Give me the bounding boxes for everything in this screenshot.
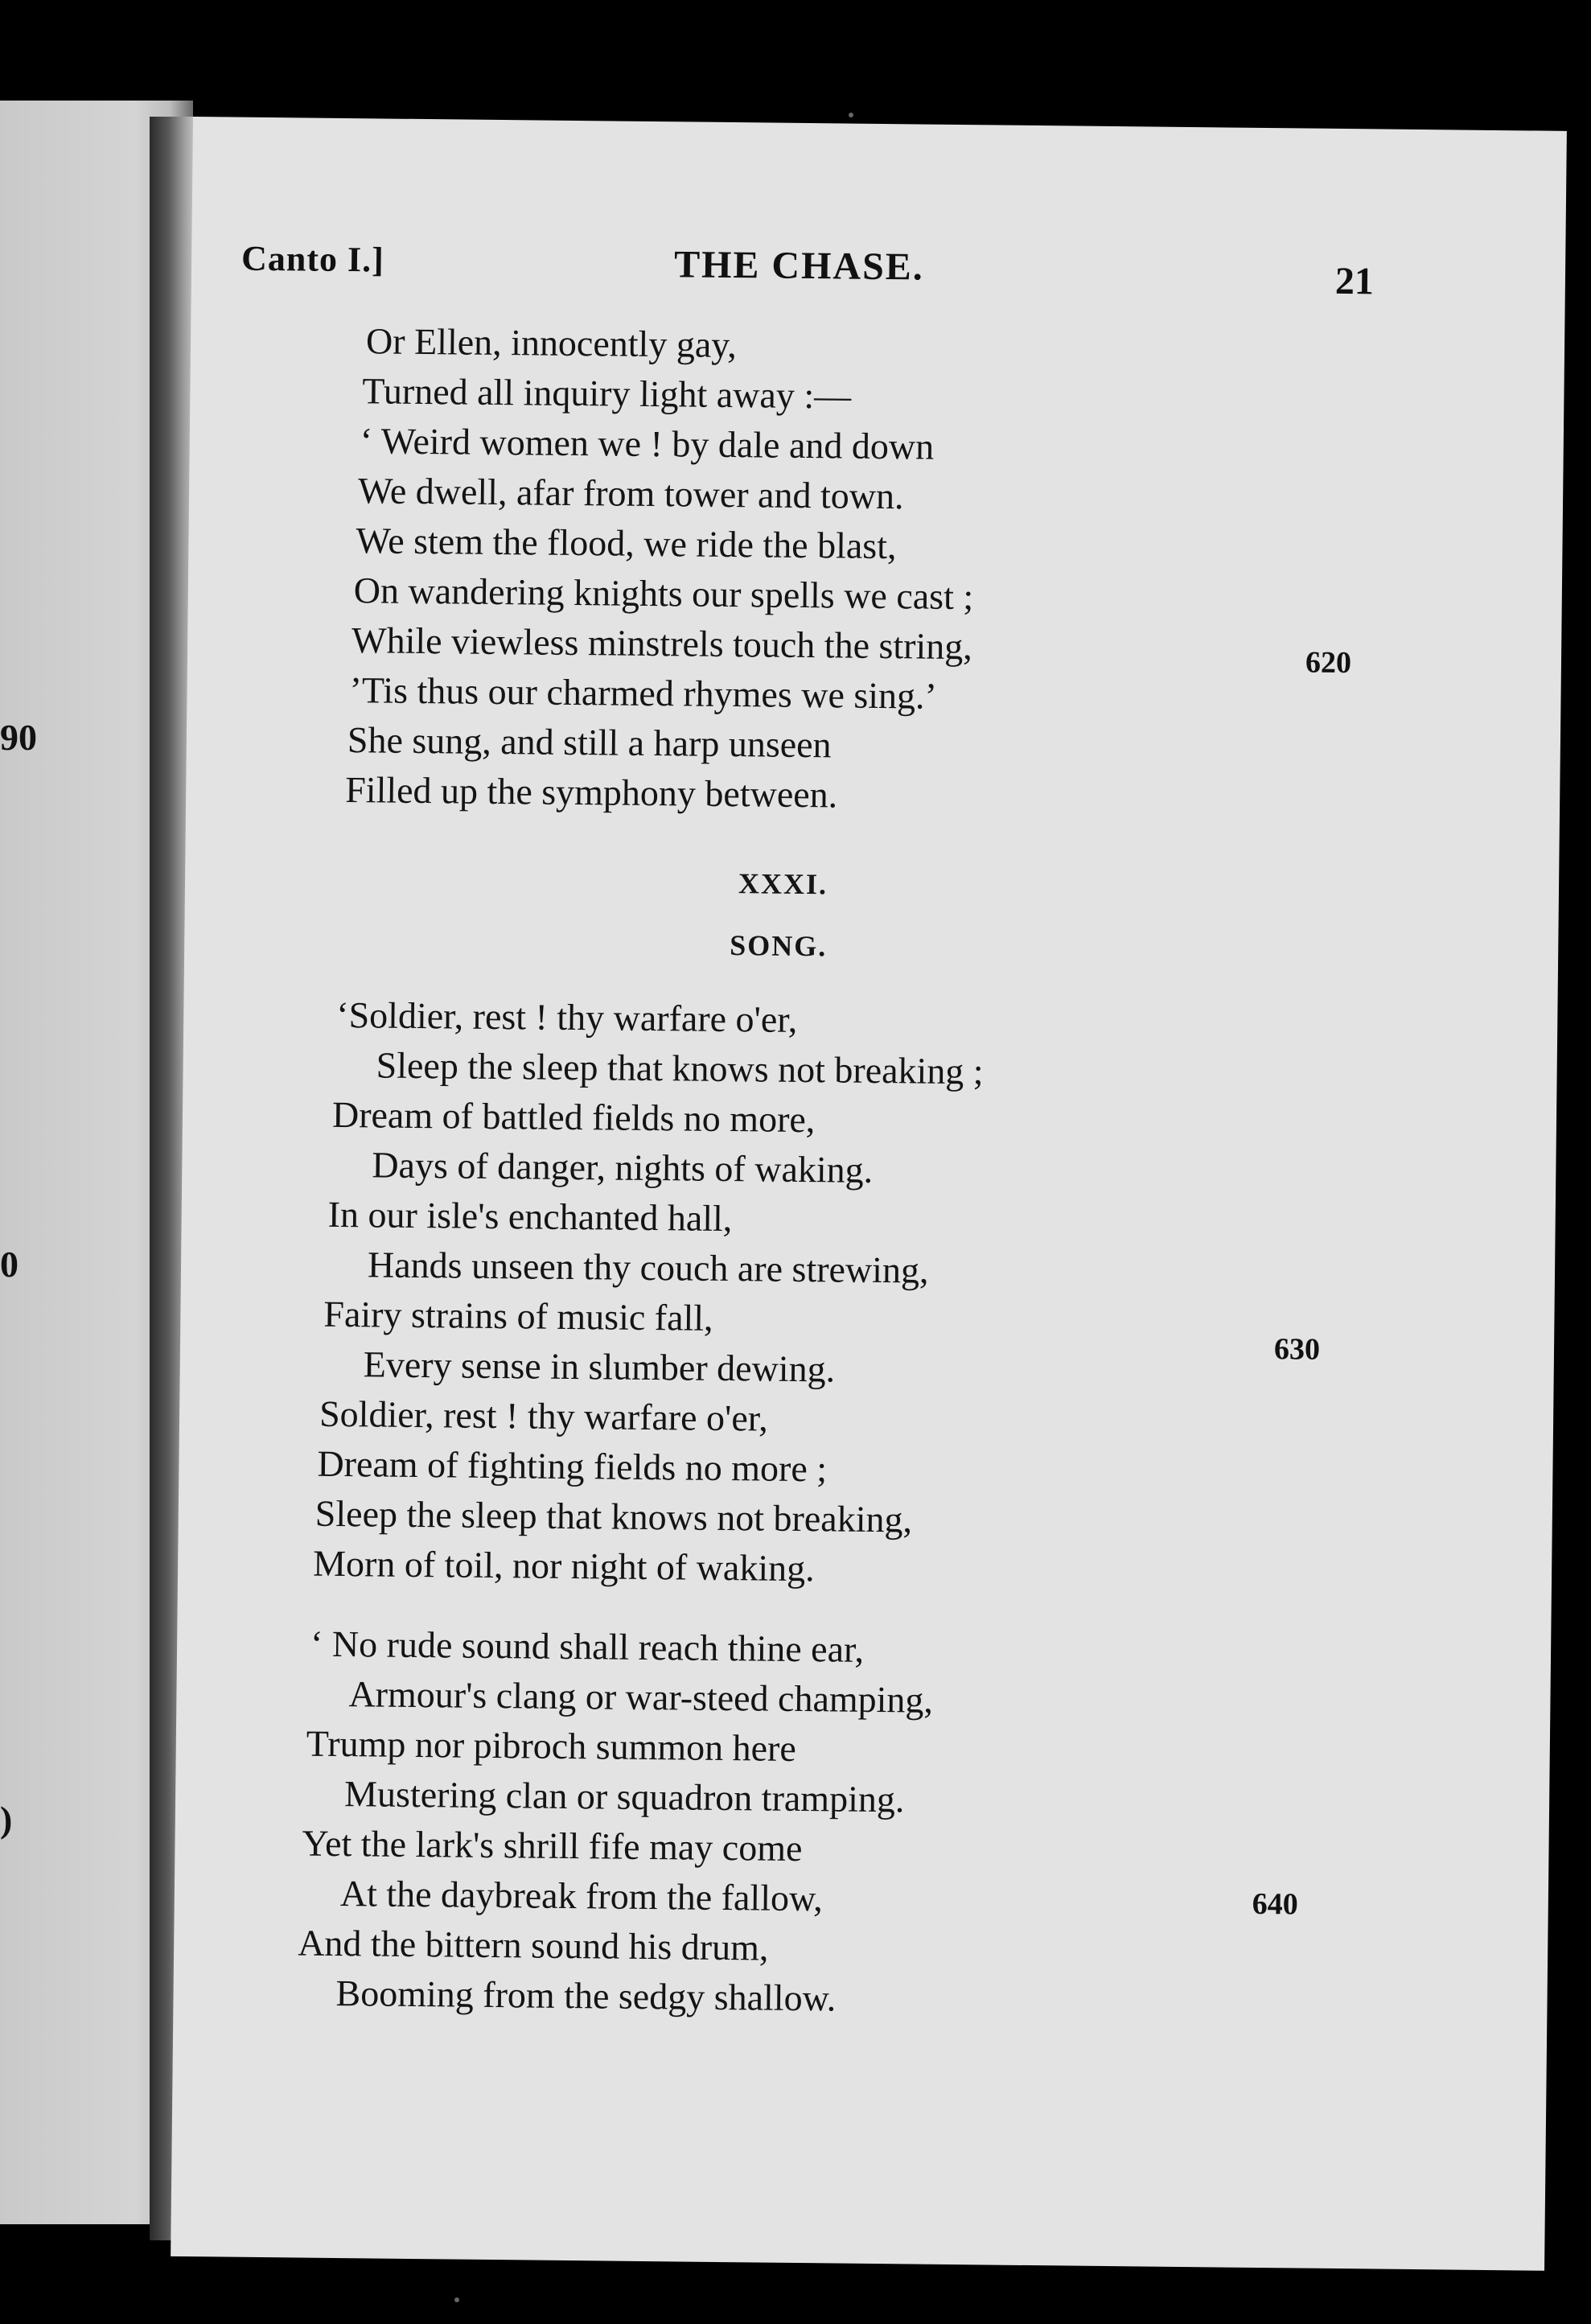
prev-page-line-number: 0 bbox=[0, 1244, 18, 1285]
verse-line: Filled up the symphony between. bbox=[344, 769, 838, 816]
verse-line: We stem the flood, we ride the blast, bbox=[356, 520, 897, 567]
verse-line: Booming from the sedgy shallow. bbox=[335, 1972, 837, 2019]
line-number: 640 bbox=[1252, 1886, 1299, 1922]
verse-line: Dream of battled fields no more, bbox=[331, 1093, 816, 1141]
line-number: 630 bbox=[1273, 1332, 1321, 1367]
verse-line: While viewless minstrels touch the string, bbox=[351, 619, 973, 668]
verse-line: Days of danger, nights of waking. bbox=[372, 1144, 874, 1191]
book-page bbox=[171, 117, 1567, 2271]
verse-line: ‘ Weird women we ! by dale and down bbox=[360, 420, 935, 467]
verse-line: Turned all inquiry light away :— bbox=[362, 370, 852, 417]
scan-speck bbox=[454, 2297, 459, 2302]
verse-line: Hands unseen thy couch are strewing, bbox=[367, 1244, 929, 1291]
verse-line: Mustering clan or squadron tramping. bbox=[343, 1773, 905, 1820]
verse-line: Yet the lark's shrill fife may come bbox=[302, 1822, 803, 1869]
verse-line: Morn of toil, nor night of waking. bbox=[312, 1542, 815, 1590]
verse-line: At the daybreak from the fallow, bbox=[339, 1873, 824, 1919]
verse-line: ’Tis thus our charmed rhymes we sing.’ bbox=[349, 669, 938, 717]
page-number: 21 bbox=[1334, 259, 1375, 303]
verse-line: ‘Soldier, rest ! thy warfare o'er, bbox=[336, 993, 798, 1040]
verse-line: ‘ No rude sound shall reach thine ear, bbox=[310, 1623, 865, 1670]
verse-line: She sung, and still a harp unseen bbox=[347, 719, 832, 766]
verse-line: Every sense in slumber dewing. bbox=[363, 1343, 836, 1390]
prev-page-line-number: ) bbox=[0, 1799, 13, 1840]
scan-speck bbox=[849, 113, 853, 117]
verse-line: Armour's clang or war-steed champing, bbox=[348, 1673, 934, 1721]
running-head-title: THE CHASE. bbox=[673, 243, 925, 289]
section-subtitle: SONG. bbox=[730, 929, 828, 963]
running-head-canto: Canto I.] bbox=[240, 238, 385, 280]
verse-line: Soldier, rest ! thy warfare o'er, bbox=[319, 1392, 769, 1439]
verse-line: Dream of fighting fields no more ; bbox=[317, 1442, 828, 1490]
verse-line: Or Ellen, innocently gay, bbox=[365, 320, 738, 366]
line-number: 620 bbox=[1305, 645, 1352, 681]
verse-line: Fairy strains of music fall, bbox=[323, 1293, 713, 1339]
verse-line: Trump nor pibroch summon here bbox=[306, 1722, 797, 1769]
verse-line: On wandering knights our spells we cast ; bbox=[353, 570, 974, 618]
verse-line: Sleep the sleep that knows not breaking, bbox=[314, 1492, 913, 1540]
verse-line: Sleep the sleep that knows not breaking ; bbox=[376, 1044, 984, 1092]
section-number: XXXI. bbox=[738, 867, 828, 901]
verse-line: And the bittern sound his drum, bbox=[297, 1922, 769, 1968]
prev-page-line-number: 90 bbox=[0, 717, 37, 758]
verse-line: In our isle's enchanted hall, bbox=[327, 1193, 733, 1240]
verse-line: We dwell, afar from tower and town. bbox=[357, 470, 904, 517]
